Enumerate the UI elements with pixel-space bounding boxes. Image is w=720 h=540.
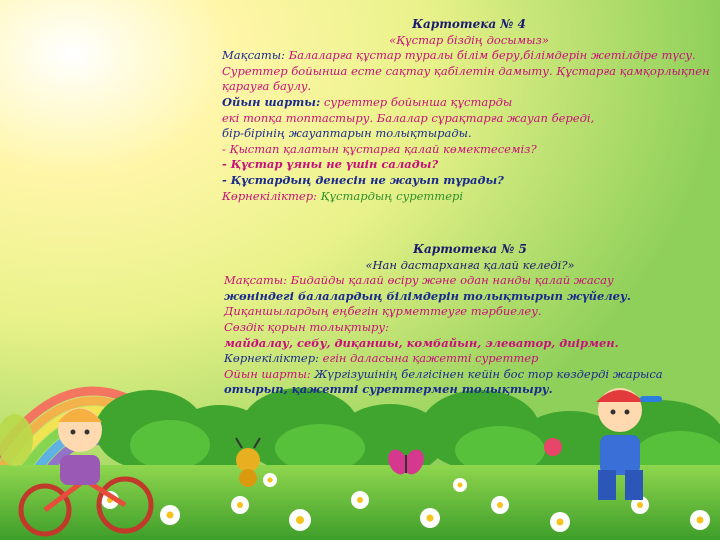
card-4-visual-value: Құстардың суреттері [320,188,464,203]
card-5-goal-line2: жөніндегі балалардың білімдерін толықтырып жүйелеу. [224,288,631,303]
card-5-title: Картотека № 5 [413,242,527,256]
card-5 [224,242,716,398]
card-4-goal-line3: қарауға баулу. [222,79,312,94]
card-5-rules-line1: Жүргізушінің белгісінен кейін бос тор көздерді жарыса [310,366,663,381]
card-4-goal-line1: Балаларға құстар туралы білім беру,білімдерін жетілдіре түсу. [288,48,696,63]
card-5-goal-line1: Мақсаты: Бидайды қалай өсіру және одан нанды қалай жасау [224,273,614,288]
card-5-vocab-label: Сөздік қорын толықтыру: [224,319,389,334]
ball [544,438,562,456]
card-5-rules-label: Ойын шарты: [224,366,311,381]
card-4-goal-label: Мақсаты: [222,48,286,63]
card-4-rules-label: Ойын шарты: [222,94,321,109]
card-5-rules-line2: отырып, қажетті суреттермен толықтыру. [224,382,553,397]
card-4-title: Картотека № 4 [412,17,526,31]
card-5-goal-line3: Диқаншылардың еңбегін құрметтеуге тәрбиелеу. [224,304,542,319]
card-4-question-3: - Құстардың денесін не жауып тұрады? [222,172,504,187]
card-4-rules-line1: суреттер бойынша құстарды [323,94,513,109]
card-5-subtitle: «Нан дастарханға қалай келеді?» [365,257,575,272]
card-4-subtitle: «Құстар біздің досымыз» [389,32,549,47]
card-4-question-2: - Құстар ұяны не үшін салады? [222,157,439,172]
card-4-visual-label: Көрнекіліктер: [222,188,317,203]
card-4-goal-line2: Суреттер бойынша есте сақтау қабілетін дамыту. Құстарға қамқорлықпен [222,63,710,78]
card-4-question-1: - Қыстап қалатын құстарға қалай көмектесеміз? [222,141,537,156]
card-4 [222,17,716,204]
card-4-rules-line3: бір-бірінің жауаптарын толықтырады. [222,126,472,141]
card-5-visual-label: Көрнекіліктер: [224,351,319,366]
card-5-visual-value: егін даласына қажетті суреттер [322,351,539,366]
card-4-rules-line2: екі топқа топтастыру. Балалар сұрақтарға жауап береді, [222,110,595,125]
card-5-vocab-value: майдалау, себу, диқаншы, комбайын, элеватор, диірмен. [224,335,619,350]
